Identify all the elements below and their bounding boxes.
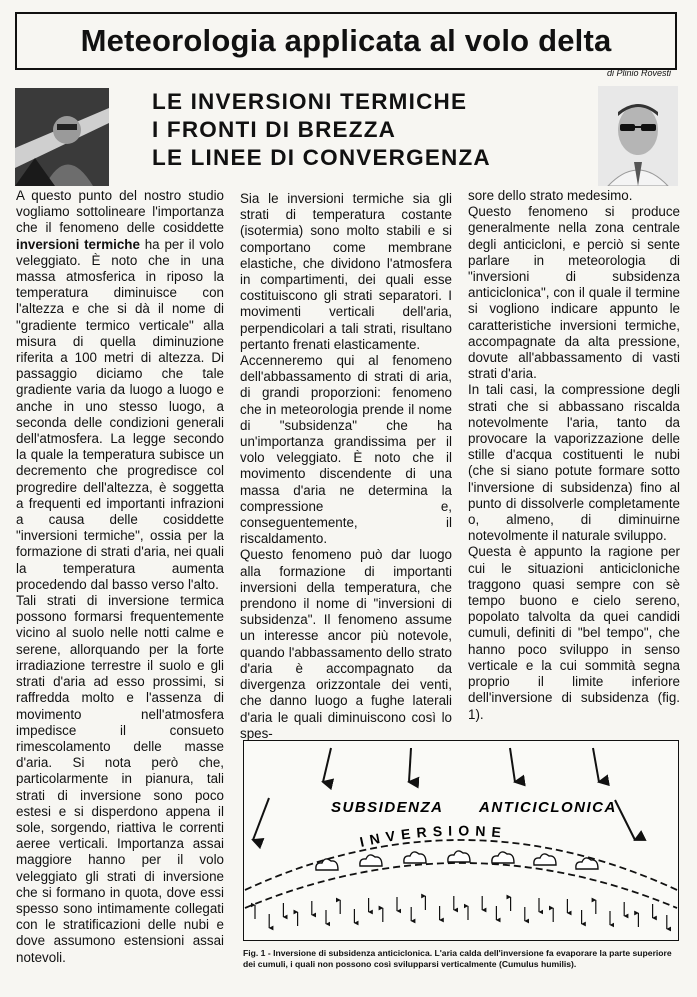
col1-paragraph-1: A questo punto del nostro studio vogliamo sottolineare l'importanza che il fenomeno delle cosiddette inversioni termiche ha per il volo veleggiato. È noto che in una massa atmosferica in riposo la temperatura diminuisce con l'altezza e che si dà il nome di "gradiente termico verticale" alla misura di quella diminuzione riferita a 100 metri di altezza. Di passaggio diciamo che tale gradiente varia da luogo a luogo e anche in uno stesso luogo, a seconda delle condizioni generali dell'atmosfera. La legge secondo la quale la temperatura subisce un decremento che progredisce col progredire dell'altezza, è soggetta a frequenti ed importanti infrazioni a causa delle cosiddette "inversioni termiche", ossia per la formazione di strati d'aria, nei quali la temperatura aumenta procedendo dal basso verso l'alto. <box>16 188 224 592</box>
column-2 <box>240 191 452 742</box>
headline-2: I FRONTI DI BREZZA <box>152 117 397 142</box>
byline: di Plinio Rovesti <box>606 68 671 78</box>
headline-3: LE LINEE DI CONVERGENZA <box>152 145 491 170</box>
label-anticiclonica: ANTICICLONICA <box>479 799 617 816</box>
column-3 <box>468 188 680 723</box>
col2-paragraph-2: Accenneremo qui al fenomeno dell'abbassamento di strati di aria, di grandi proporzioni: fenomeno che in meteorologia prende il nome di "subsidenza" che ha un'importanza grandissima per il volo veleggiato. È noto che il movimento discendente di una massa d'aria ne determina la compressione e, conseguentemente, il riscaldamento. <box>240 353 452 547</box>
col2-paragraph-1: Sia le inversioni termiche sia gli strati di temperatura costante (isotermia) sono molto stabili e si comportano come membrane elastiche, che dividono l'atmosfera in compartimenti, dei quali esse costituiscono gli strati separatori. I movimenti verticali dell'aria, perpendicolari a tali strati, risultano pertanto frenati elasticamente. <box>240 191 452 352</box>
figure-caption: Fig. 1 - Inversione di subsidenza anticiclonica. L'aria calda dell'inversione fa evaporare la parte superiore dei cumuli, i quali non possono così svilupparsi verticalmente (Cumulus humilis). <box>243 948 672 969</box>
headline-1: LE INVERSIONI TERMICHE <box>152 89 468 114</box>
col3-paragraph-4: Questa è appunto la ragione per cui le situazioni anticicloniche traggono quasi sempre con sè tempo buono e cielo sereno, popolato talvolta da quei candidi cumuli, definiti di "bel tempo", che hanno poco sviluppo in senso verticale e la cui sommità segna proprio il limite inferiore dell'inversione di subsidenza (fig. 1). <box>468 544 680 722</box>
headlines <box>152 88 572 172</box>
article-title: Meteorologia applicata al volo delta <box>80 23 612 58</box>
label-subsidenza: SUBSIDENZA <box>331 799 444 816</box>
col3-paragraph-2: Questo fenomeno si produce generalmente nella zona centrale degli anticicloni, e perciò si sente parlare in meteorologia di "inversioni di subsidenza anticiclonica", con il quale il termine si vogliono indicare appunto le caratteristiche inversioni termiche, accompagnate da alta pressione, dovute all'abbassamento di vasti strati d'aria. <box>468 204 680 382</box>
title-box <box>15 12 677 70</box>
col1-paragraph-2: Tali strati di inversione termica possono formarsi frequentemente vicino al suolo nelle notti calme e serene, allorquando per la forte irradiazione terrestre il suolo e gli strati d'aria ad esso prossimi, si raffredda molto e l'assenza di movimento nell'atmosfera impedisce il consueto rimescolamento delle masse d'aria. Si nota però che, particolarmente in pianura, tali strati di inversione sono poco estesi e si disperdono appena il sole, sorgendo, riattiva le correnti aeree verticali. Importanza assai maggiore hanno per il volo veleggiato gli strati di inversione che si formano in quota, dove essi spesso sono intimamente collegati con le stratificazioni delle nubi e dove assumono estensioni assai notevoli. <box>16 593 224 965</box>
label-inversione: INVERSIONE <box>358 822 508 850</box>
col3-paragraph-1: sore dello strato medesimo. <box>468 188 633 203</box>
col3-paragraph-3: In tali casi, la compressione degli strati che si abbassano riscalda notevolmente l'aria, tanto da provocare la vaporizzazione delle stille d'acqua costituenti le nubi (che si siano potute formare sotto l'inversione di subsidenza) fino al punto di dissolverle completamente o, almeno, di diminuirne notevolmente il naturale sviluppo. <box>468 382 680 544</box>
subsidence-diagram <box>243 740 679 941</box>
author-photo <box>598 86 678 186</box>
glider-pilot-photo <box>15 88 109 186</box>
column-1 <box>16 188 224 966</box>
col2-paragraph-3: Questo fenomeno può dar luogo alla formazione di importanti inversioni della temperatura, che prendono il nome di "inversioni di subsidenza". Il fenomeno assume un interesse ancor più notevole, quando l'abbassamento dello strato d'aria è accompagnato da divergenza orizzontale dei venti, che danno luogo a fughe laterali d'aria le quali diminuiscono così lo spes- <box>240 547 452 741</box>
